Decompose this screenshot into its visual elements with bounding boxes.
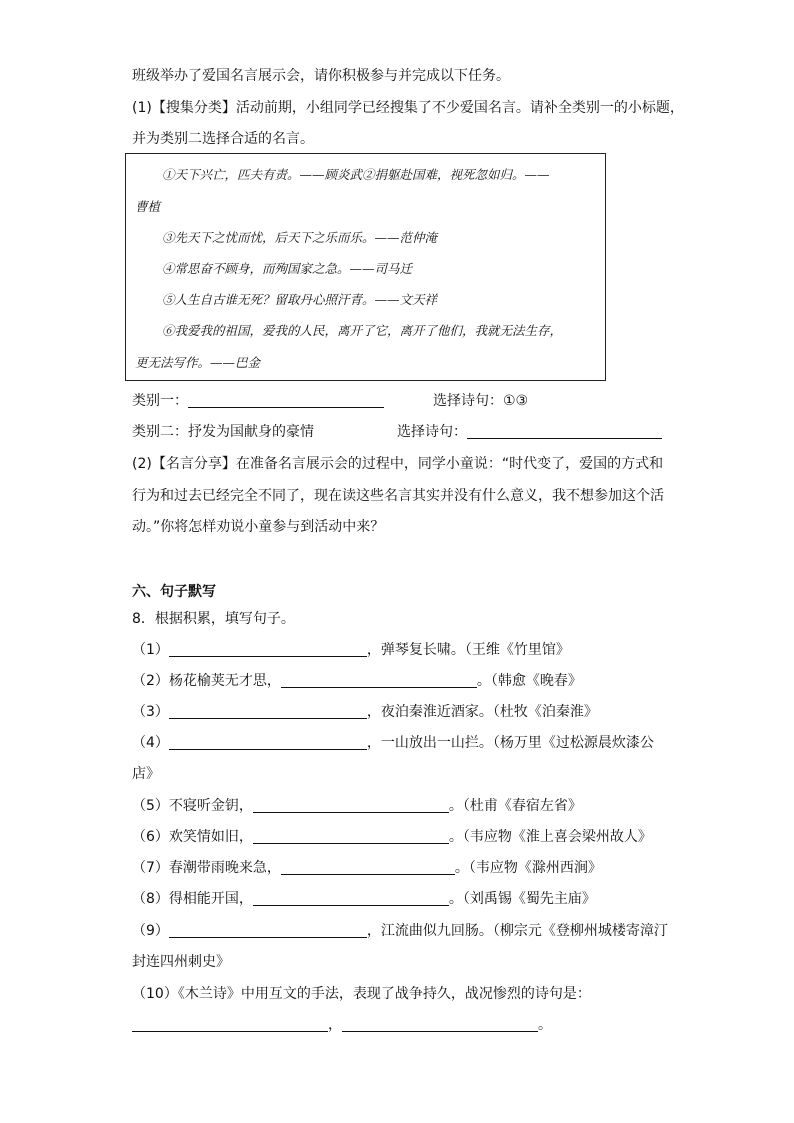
item-text-before: 春潮带雨晚来急， (168, 860, 281, 876)
fill-item-2 (132, 671, 582, 691)
answer-blank-10a[interactable] (132, 1016, 328, 1032)
quote-5: ⑤人生自古谁无死？留取丹心照汗青。——文天祥 (162, 292, 438, 307)
item-text-after: 。（韦应物《滁州西涧》 (454, 860, 602, 876)
answer-blank-8[interactable] (253, 890, 449, 906)
item-number: （2） (132, 673, 169, 689)
fill-item-9 (132, 921, 668, 941)
item-text-after: ，江流曲似九回肠。（柳宗元《登柳州城楼寄漳汀 (366, 923, 668, 939)
item-text-before: 欢笑情如旧， (168, 829, 253, 845)
item-number: （4） (132, 735, 169, 751)
answer-blank-6[interactable] (253, 828, 449, 844)
item-number: （9） (132, 923, 169, 939)
item-number: （3） (132, 704, 169, 720)
item-text-after: 。（韩愈《晚春》 (476, 673, 582, 689)
category1-label: 类别一： (132, 393, 188, 409)
task2-line3: 动。”你将怎样劝说小童参与到活动中来？ (132, 519, 385, 535)
category2-row (132, 422, 314, 442)
answer-blank-4[interactable] (169, 734, 367, 750)
item-number: （8） (132, 891, 169, 907)
fill-item-10: （10）《木兰诗》中用互文的手法，表现了战争持久，战况惨烈的诗句是： (132, 986, 591, 1002)
answer-blank-10b[interactable] (342, 1016, 538, 1032)
category2-label: 类别二：抒发为国献身的豪情 (132, 424, 314, 440)
task2-line2: 行为和过去已经完全不同了，现在读这些名言其实并没有什么意义，我不想参加这个活 (132, 488, 664, 504)
answer-blank-3[interactable] (169, 703, 367, 719)
item-text-after: 。（杜甫《春宿左省》 (448, 798, 582, 814)
period: 。 (538, 1017, 552, 1033)
item-text-before: 不寝听金钥， (168, 798, 253, 814)
category2-select-label: 选择诗句： (397, 424, 467, 440)
fill-item-7 (132, 858, 602, 878)
item-text-after: 。（韦应物《淮上喜会梁州故人》 (448, 829, 652, 845)
item-number: （6） (132, 829, 169, 845)
quote-6: ⑥我爱我的祖国，爱我的人民，离开了它，离开了他们，我就无法生存， (162, 323, 563, 338)
comma: ， (328, 1017, 342, 1033)
item-text-before: 得相能开国， (168, 891, 253, 907)
fill-item-6 (132, 827, 652, 847)
task1-line2: 并为类别二选择合适的名言。 (132, 131, 314, 147)
item-text-after: ，一山放出一山拦。（杨万里《过松源晨炊漆公 (366, 735, 654, 751)
question-8: 8．根据积累，填写句子。 (132, 611, 295, 627)
category1-row (132, 391, 384, 411)
quotes-box (125, 153, 606, 381)
fill-item-3 (132, 702, 598, 722)
answer-blank-5[interactable] (253, 797, 449, 813)
fill-item-5 (132, 796, 582, 816)
fill-item-1 (132, 640, 570, 660)
task2-line1: (2)【名言分享】在准备名言展示会的过程中，同学小童说：“时代变了，爱国的方式和 (132, 456, 664, 472)
item-number: （1） (132, 642, 169, 658)
category1-select-label: 选择诗句： (433, 393, 503, 409)
fill-item-9-cont: 封连四州刺史》 (132, 954, 230, 970)
section6-title: 六、句子默写 (132, 584, 216, 600)
category1-title-blank[interactable] (188, 392, 384, 408)
quote-2-author: 曹植 (135, 199, 161, 214)
fill-item-4-cont: 店》 (132, 766, 160, 782)
fill-item-4 (132, 733, 654, 753)
answer-blank-7[interactable] (281, 859, 455, 875)
quote-1-2: ①天下兴亡，匹夫有责。——顾炎武②捐躯赴国难，视死忽如归。—— (162, 167, 550, 182)
quote-3: ③先天下之忧而忧，后天下之乐而乐。——范仲淹 (162, 230, 438, 245)
answer-blank-9[interactable] (169, 922, 367, 938)
answer-blank-1[interactable] (169, 641, 367, 657)
item-number: （7） (132, 860, 169, 876)
item-text-after: ，夜泊秦淮近酒家。（杜牧《泊秦淮》 (366, 704, 598, 720)
category2-select-blank[interactable] (467, 423, 662, 439)
category1-select (433, 391, 528, 411)
intro-text: 班级举办了爱国名言展示会，请你积极参与并完成以下任务。 (132, 68, 510, 84)
category1-select-value: ①③ (503, 393, 529, 409)
fill-item-8 (132, 889, 596, 909)
quote-6-cont: 更无法写作。——巴金 (135, 355, 261, 370)
fill-item-10-answers (132, 1015, 552, 1035)
item-text-after: ，弹琴复长啸。（王维《竹里馆》 (366, 642, 570, 658)
item-text-after: 。（刘禹锡《蜀先主庙》 (448, 891, 596, 907)
item-text-before: 杨花榆荚无才思， (168, 673, 281, 689)
category2-select (397, 422, 662, 442)
item-number: （5） (132, 798, 169, 814)
quote-4: ④常思奋不顾身，而殉国家之急。——司马迁 (162, 261, 413, 276)
task1-line1: (1)【搜集分类】活动前期，小组同学已经搜集了不少爱国名言。请补全类别一的小标题， (132, 100, 684, 116)
answer-blank-2[interactable] (281, 672, 477, 688)
